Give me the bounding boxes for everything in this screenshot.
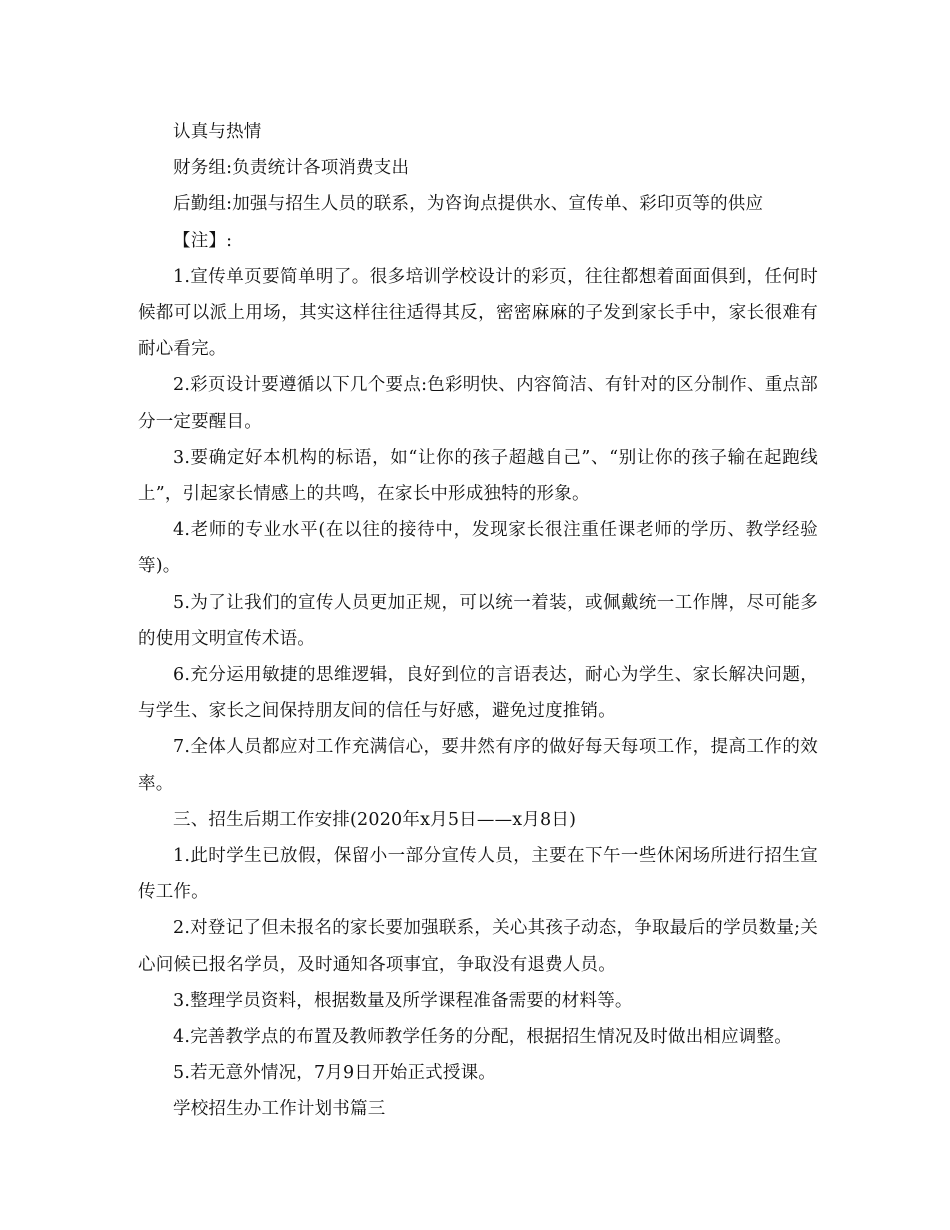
note-item-1: 1.宣传单页要简单明了。很多培训学校设计的彩页，往往都想着面面俱到，任何时候都可以派上用场，其实这样往往适得其反，密密麻麻的子发到家长手中，家长很难有耐心看完。 xyxy=(138,266,818,360)
late-stage-item-3: 3.整理学员资料，根据数量及所学课程准备需要的材料等。 xyxy=(173,990,633,1011)
paragraph-finance-group: 财务组:负责统计各项消费支出 xyxy=(173,158,410,179)
note-item-5: 5.为了让我们的宣传人员更加正规，可以统一着装，或佩戴统一工作牌，尽可能多的使用文明宣传术语。 xyxy=(138,592,818,649)
note-item-3: 3.要确定好本机构的标语，如“让你的孩子超越自己”、“别让你的孩子输在起跑线上”，引起家长情感上的共鸣，在家长中形成独特的形象。 xyxy=(138,447,818,505)
late-stage-item-1: 1.此时学生已放假，保留小一部分宣传人员，主要在下午一些休闲场所进行招生宣传工作。 xyxy=(138,846,818,903)
late-stage-item-2: 2.对登记了但未报名的家长要加强联系，关心其孩子动态，争取最后的学员数量;关心问候已报名学员，及时通知各项事宜，争取没有退费人员。 xyxy=(138,918,818,975)
note-item-6: 6.充分运用敏捷的思维逻辑，良好到位的言语表达，耐心为学生、家长解决问题，与学生、家长之间保持朋友间的信任与好感，避免过度推销。 xyxy=(138,665,818,722)
section-heading-late-stage: 三、招生后期工作安排(2020年x月5日——x月8日) xyxy=(173,809,577,830)
late-stage-item-4: 4.完善教学点的布置及教师教学任务的分配，根据招生情况及时做出相应调整。 xyxy=(173,1027,792,1048)
note-item-7: 7.全体人员都应对工作充满信心，要井然有序的做好每天每项工作，提高工作的效率。 xyxy=(138,737,818,794)
paragraph-intro-line: 认真与热情 xyxy=(173,122,262,142)
note-item-4: 4.老师的专业水平(在以往的接待中，发现家长很注重任课老师的学历、教学经验等)。 xyxy=(138,520,818,577)
note-heading: 【注】: xyxy=(173,230,233,251)
late-stage-item-5: 5.若无意外情况，7月9日开始正式授课。 xyxy=(173,1063,496,1084)
paragraph-logistics-group: 后勤组:加强与招生人员的联系，为咨询点提供水、宣传单、彩印页等的供应 xyxy=(173,194,764,215)
note-item-2: 2.彩页设计要遵循以下几个要点:色彩明快、内容简洁、有针对的区分制作、重点部分一定要醒目。 xyxy=(138,375,818,432)
document-body xyxy=(138,114,818,1128)
next-section-title: 学校招生办工作计划书篇三 xyxy=(173,1099,386,1120)
